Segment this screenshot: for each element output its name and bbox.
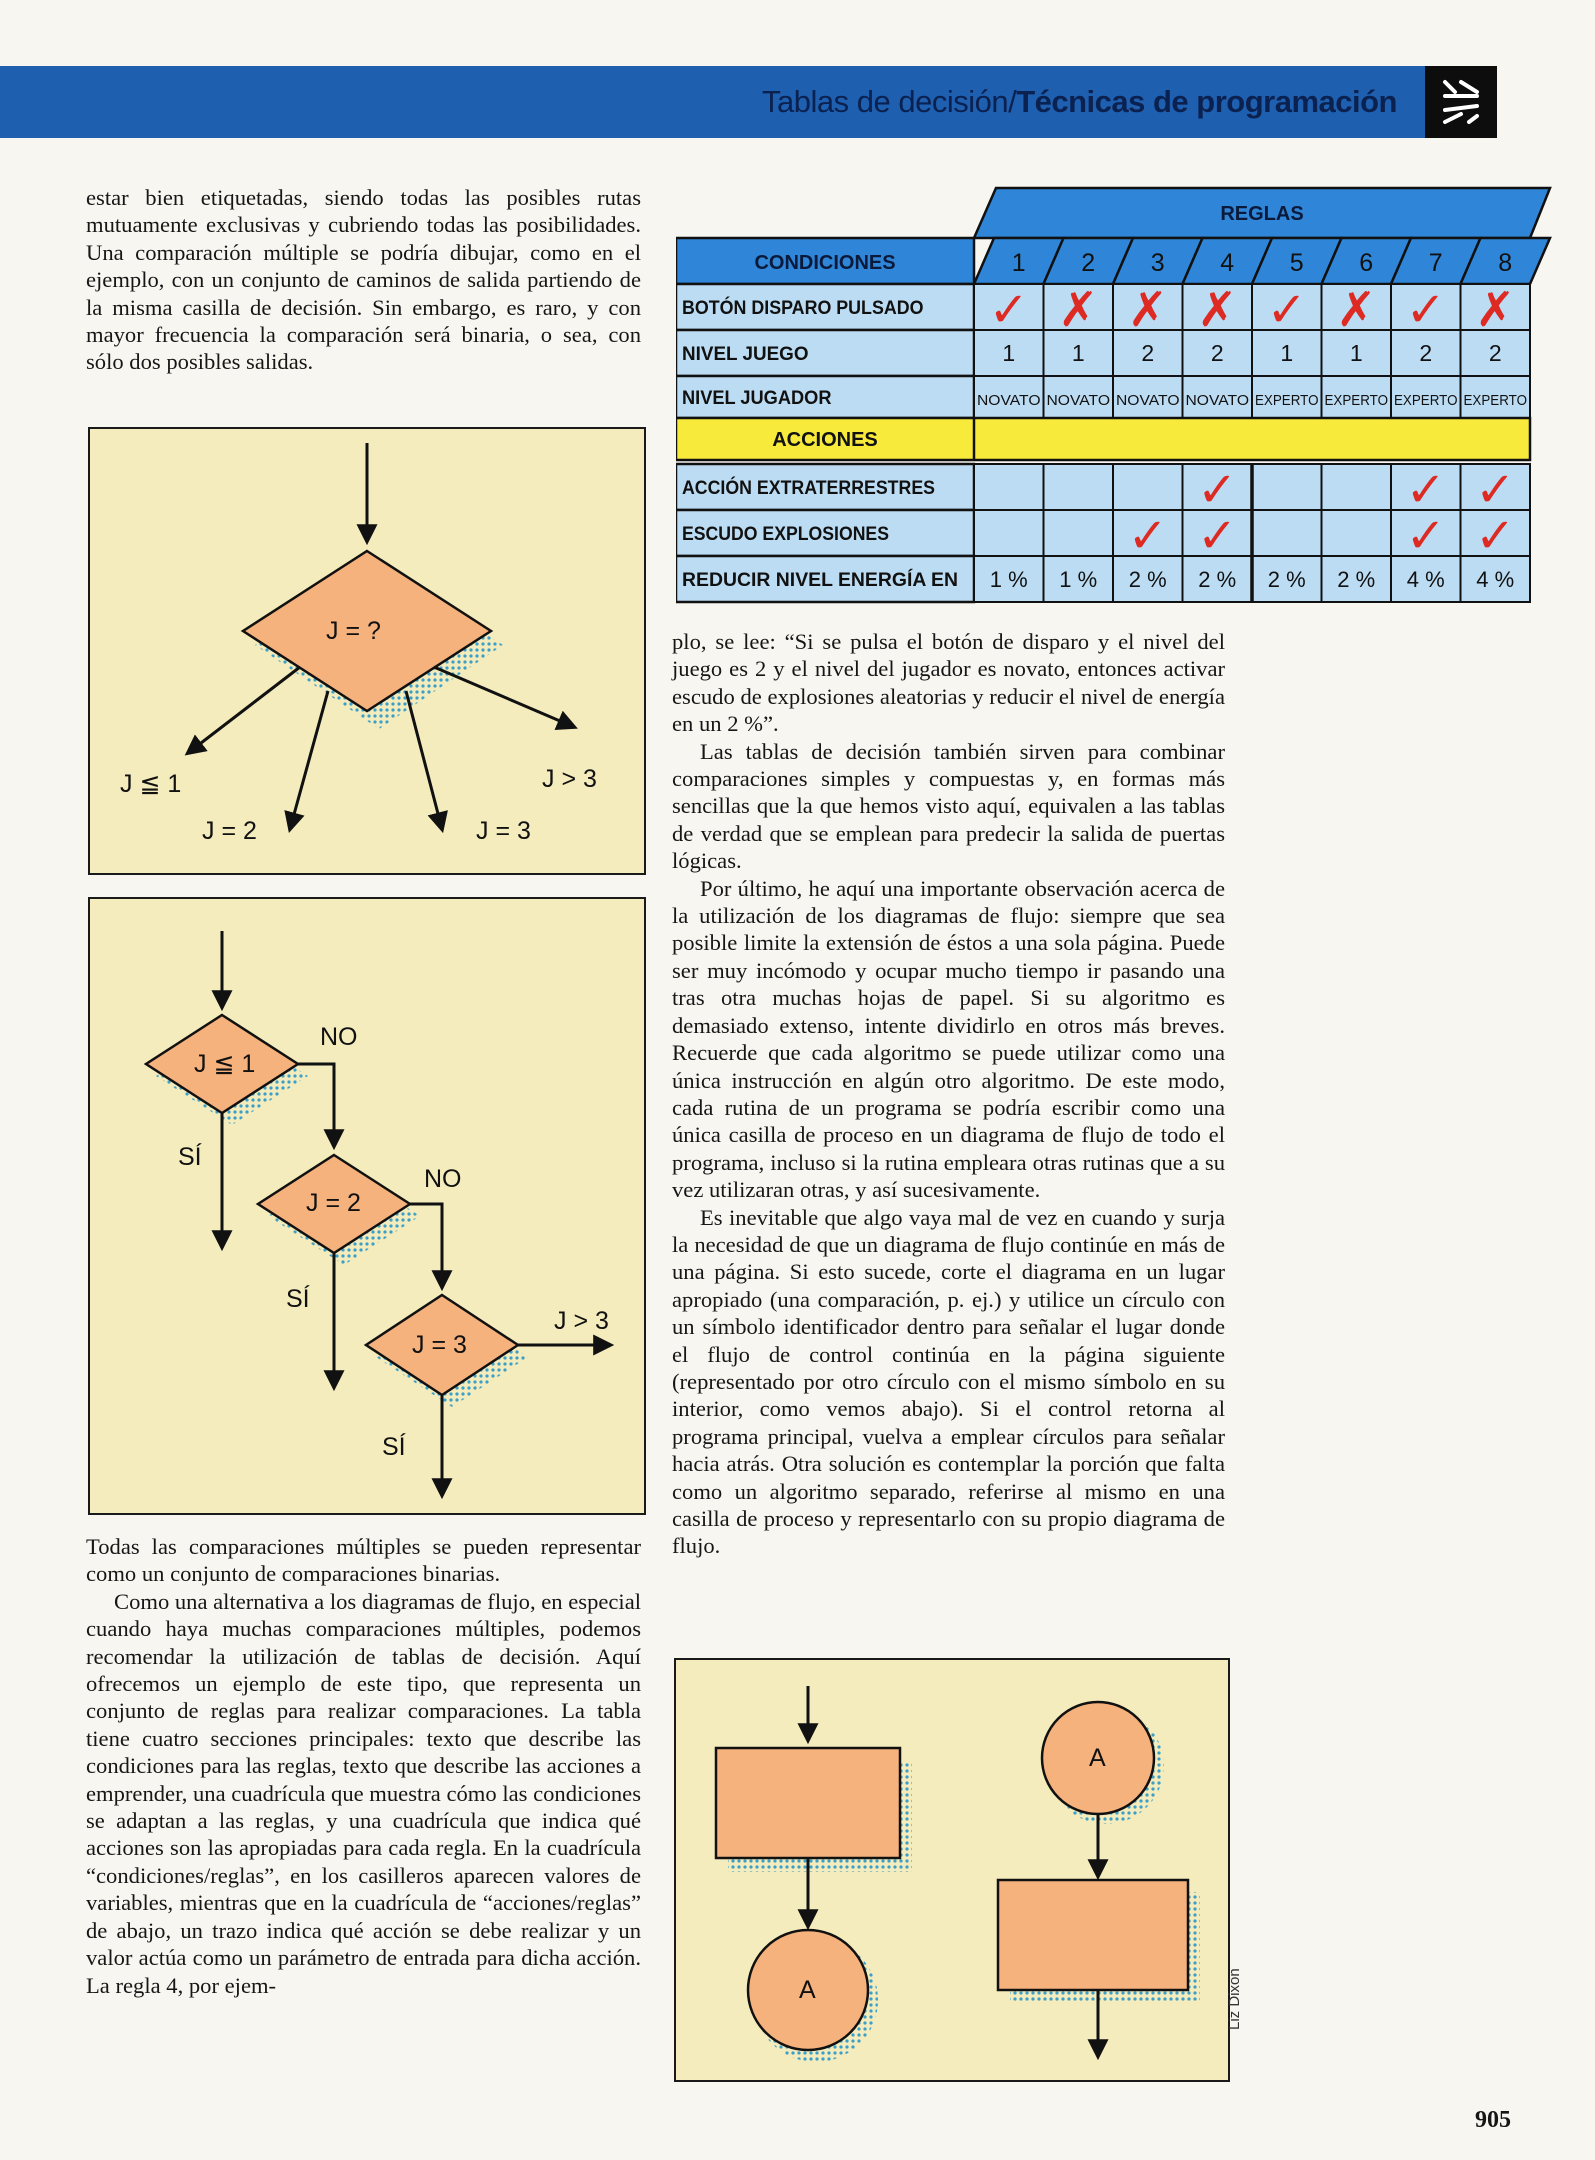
connector-label: A	[1089, 1744, 1106, 1772]
process-box	[716, 1748, 900, 1858]
decision-label: J = ?	[326, 617, 381, 645]
action-label: ACCIÓN EXTRATERRESTRES	[682, 478, 953, 499]
check-mark: ✓	[1197, 462, 1238, 518]
binary-comparisons-drawing	[90, 899, 644, 1513]
action-value-cell	[1322, 464, 1392, 510]
condition-value: 2	[1419, 340, 1433, 366]
action-value: 4 %	[1406, 567, 1445, 592]
check-mark: ✓	[1405, 282, 1446, 338]
check-mark: ✓	[1405, 508, 1446, 564]
action-value: 2 %	[1198, 567, 1237, 592]
cross-mark: ✗	[1127, 282, 1168, 338]
left-column-bottom-text	[86, 1533, 641, 1999]
check-mark: ✓	[988, 282, 1029, 338]
connector-diagram	[674, 1658, 1230, 2082]
rule-number: 4	[1220, 249, 1235, 277]
branch-label: J = 3	[476, 817, 531, 845]
condition-value: NOVATO	[977, 392, 1041, 409]
cross-mark: ✗	[1058, 282, 1099, 338]
illustrator-credit: Liz Dixon	[1226, 1968, 1243, 2030]
action-value-cell	[1113, 464, 1183, 510]
condition-label: NIVEL JUGADOR	[682, 388, 832, 409]
running-title-series: Técnicas de programación	[1016, 84, 1397, 119]
branch-label: J = 2	[202, 817, 257, 845]
yes-label: SÍ	[178, 1143, 202, 1171]
rule-number: 8	[1498, 249, 1513, 277]
cross-mark: ✗	[1475, 282, 1516, 338]
conditions-header-label: CONDICIONES	[754, 252, 896, 274]
action-value-cell	[974, 510, 1044, 556]
paragraph: Es inevitable que algo vaya mal de vez en cuando y surja la necesidad de que un diagrama de flujo continúe en más de una página. Si esto sucede, corte el diagrama en un lugar apropiado (una comparación, p. ej.) y utilice un círculo con un símbolo identificador dentro para señalar el lugar donde el flujo de control continúa en la página siguiente (representado por otro círculo con el mismo símbolo en su interior, como vemos abajo). Si el control retorna al programa principal, vuelva a emplear círculos para señalar hacia atrás. Otra solución es contemplar la porción que falta como un algoritmo separado, referirse al mismo en una casilla de proceso y representarlo con su propio diagrama de flujo.	[672, 1204, 1225, 1559]
connector-drawing	[676, 1660, 1228, 2080]
right-column-text	[672, 628, 1225, 1560]
action-value: 4 %	[1476, 567, 1515, 592]
condition-value: NOVATO	[1185, 392, 1249, 409]
rule-number: 1	[1011, 249, 1026, 277]
action-value: 1 %	[989, 567, 1028, 592]
check-mark: ✓	[1197, 508, 1238, 564]
multiple-comparison-diagram	[88, 427, 646, 875]
condition-value: NOVATO	[1046, 392, 1110, 409]
branch-arrow	[290, 691, 328, 829]
yes-label: SÍ	[286, 1285, 310, 1313]
rules-header-label: REGLAS	[1220, 203, 1304, 225]
header-band	[0, 66, 1425, 138]
actions-header-label: ACCIONES	[772, 429, 878, 451]
check-mark: ✓	[1405, 462, 1446, 518]
decision-label: J = 2	[306, 1189, 361, 1217]
condition-value: EXPERTO	[1463, 392, 1527, 409]
condition-value: 1	[1349, 340, 1363, 366]
action-value: 1 %	[1059, 567, 1098, 592]
cross-mark: ✗	[1197, 282, 1238, 338]
action-value: 2 %	[1337, 567, 1376, 592]
condition-value: 2	[1210, 340, 1224, 366]
binary-comparisons-diagram	[88, 897, 646, 1515]
paragraph: Por último, he aquí una importante observación acerca de la utilización de los diagramas de flujo: siempre que sea posible limite la extensión de éstos a una sola página. Puede ser muy incómodo y ocupar mucho tiempo ir pasando una tras otra muchas hojas de papel. Si su algoritmo es demasiado extenso, intente dividirlo en otros más breves. Recuerde que cada algoritmo se puede utilizar como una única instrucción en algún otro algoritmo. De este modo, cada rutina de un programa se podría escribir como una única casilla de proceso en un diagrama de flujo de todo el programa, incluso si la rutina empleara otras rutinas que a su vez utilizaran otras, y así sucesivamente.	[672, 875, 1225, 1203]
condition-label: BOTÓN DISPARO PULSADO	[682, 298, 940, 319]
action-value-cell	[974, 464, 1044, 510]
no-label: NO	[320, 1023, 358, 1051]
action-value-cell	[1252, 464, 1322, 510]
running-title	[762, 84, 1397, 120]
condition-value: EXPERTO	[1255, 392, 1319, 409]
condition-value: 1	[1280, 340, 1294, 366]
action-value: 2 %	[1267, 567, 1306, 592]
action-value-cell	[1044, 510, 1114, 556]
check-mark: ✓	[1266, 282, 1307, 338]
rule-number: 5	[1289, 249, 1304, 277]
branch-label: J ≦ 1	[120, 770, 182, 798]
condition-value: 1	[1071, 340, 1085, 366]
action-value-cell	[1322, 510, 1392, 556]
paragraph: Todas las comparaciones múltiples se pueden representar como un conjunto de comparaciones binarias.	[86, 1534, 641, 1587]
decision-table-drawing	[676, 186, 1561, 611]
rule-number: 6	[1359, 249, 1374, 277]
branch-arrow	[434, 667, 574, 727]
rule-number: 7	[1428, 249, 1443, 277]
condition-label: NIVEL JUEGO	[682, 344, 809, 365]
left-column-top-text	[86, 184, 641, 376]
decision-label: J = 3	[412, 1331, 467, 1359]
action-label: ESCUDO EXPLOSIONES	[682, 524, 889, 545]
exit-label: J > 3	[554, 1307, 609, 1335]
action-value: 2 %	[1128, 567, 1167, 592]
condition-value: NOVATO	[1116, 392, 1180, 409]
branch-arrow	[406, 691, 442, 829]
condition-value: 2	[1488, 340, 1502, 366]
condition-value: EXPERTO	[1394, 392, 1458, 409]
check-mark: ✓	[1475, 462, 1516, 518]
paragraph: estar bien etiquetadas, siendo todas las posibles rutas mutuamente exclusivas y cubriendo todas las posibilidades. Una comparación múltiple se podría dibujar, como en el ejemplo, con un conjunto de caminos de salida partiendo de la misma casilla de decisión. Sin embargo, es raro, y con mayor frecuencia la comparación será binaria, o sea, con sólo dos posibles salidas.	[86, 185, 641, 375]
process-box	[998, 1880, 1188, 1990]
yes-label: SÍ	[382, 1433, 406, 1461]
check-mark: ✓	[1127, 508, 1168, 564]
page-number: 905	[1475, 2107, 1511, 2133]
branch-arrow	[188, 667, 300, 753]
action-label: REDUCIR NIVEL ENERGÍA EN	[682, 570, 953, 591]
condition-value: 2	[1141, 340, 1155, 366]
paragraph: plo, se lee: “Si se pulsa el botón de disparo y el nivel del juego es 2 y el nivel del jugador es novato, entonces activar escudo de explosiones aleatorias y reducir el nivel de energía en un 2 %”.	[672, 629, 1225, 737]
multiple-comparison-drawing	[90, 429, 644, 873]
rule-number: 3	[1150, 249, 1165, 277]
check-mark: ✓	[1475, 508, 1516, 564]
running-title-topic: Tablas de decisión/	[762, 84, 1017, 119]
connector-label: A	[799, 1976, 816, 2004]
condition-value: 1	[1002, 340, 1016, 366]
decision-label: J ≦ 1	[194, 1050, 256, 1078]
no-label: NO	[424, 1165, 462, 1193]
branch-label: J > 3	[542, 765, 597, 793]
decision-table	[676, 186, 1561, 611]
series-logo-icon	[1425, 66, 1497, 138]
paragraph: Como una alternativa a los diagramas de flujo, en especial cuando haya muchas comparaciones múltiples, podemos recomendar la utilización de tablas de decisión. Aquí ofrecemos un ejemplo de este tipo, que representa un conjunto de reglas para realizar comparaciones. La tabla tiene cuatro secciones principales: texto que describe las condiciones para las reglas, texto que describe las acciones a emprender, una cuadrícula que muestra cómo las condiciones se adaptan a las reglas, y una cuadrícula que indica qué acciones son las apropiadas para cada regla. En la cuadrícula “condiciones/reglas”, en los casilleros aparecen valores de variables, mientras que en la cuadrícula de “acciones/reglas” de abajo, un trazo indica qué acción se debe realizar y un valor actúa como un parámetro de entrada para dicha acción. La regla 4, por ejem-	[86, 1588, 642, 1998]
action-value-cell	[1044, 464, 1114, 510]
paragraph: Las tablas de decisión también sirven para combinar comparaciones simples y compuestas y, en formas más sencillas que la que hemos visto aquí, equivalen a las tablas de verdad que se emplean para predecir la salida de puertas lógicas.	[672, 738, 1225, 874]
cross-mark: ✗	[1336, 282, 1377, 338]
condition-value: EXPERTO	[1324, 392, 1388, 409]
rule-number: 2	[1081, 249, 1096, 277]
action-value-cell	[1252, 510, 1322, 556]
